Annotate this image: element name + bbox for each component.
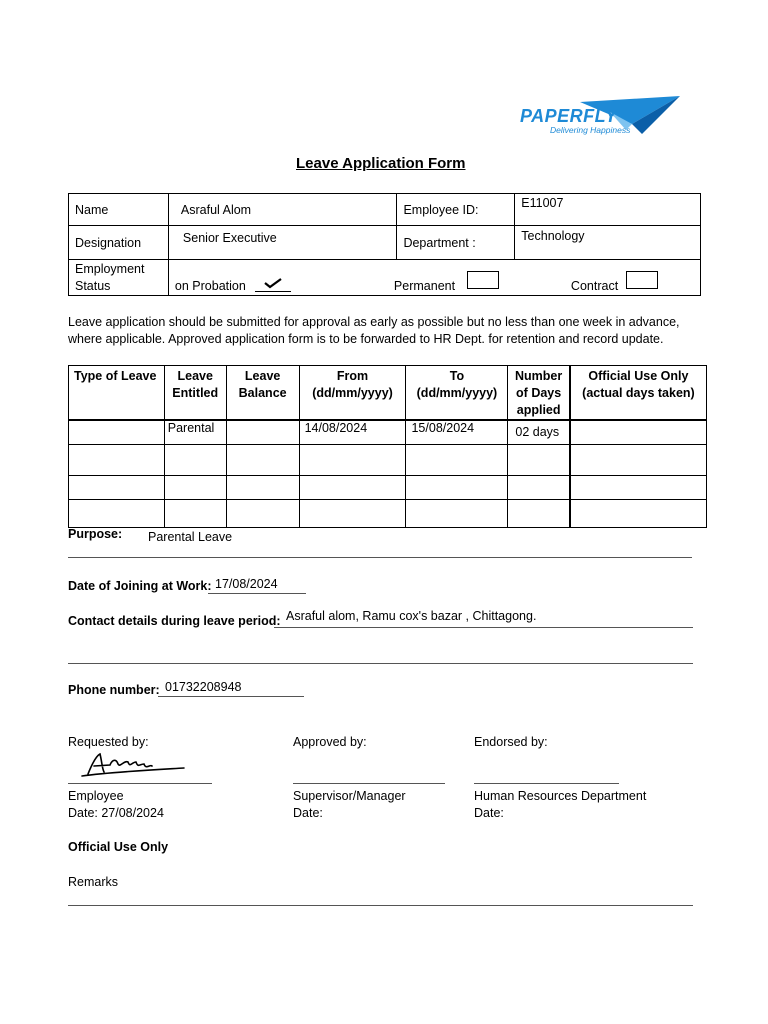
employee-id-label: Employee ID:: [397, 194, 515, 226]
logo-tagline: Delivering Happiness: [550, 125, 631, 135]
table-cell[interactable]: [508, 499, 570, 527]
table-cell[interactable]: [406, 475, 508, 499]
table-cell[interactable]: [299, 475, 406, 499]
table-row: [69, 444, 707, 475]
supervisor-block: [293, 788, 406, 822]
employment-status-options: [168, 260, 700, 296]
employee-label: Employee: [68, 789, 124, 803]
name-value[interactable]: Asraful Alom: [168, 194, 397, 226]
phone-value[interactable]: 01732208948: [165, 680, 242, 694]
table-cell[interactable]: [570, 475, 707, 499]
purpose-value[interactable]: Parental Leave: [148, 530, 233, 544]
instructions-line-1: Leave application should be submitted for approval as early as possible but no less than one week in advance,: [68, 315, 680, 329]
employee-date[interactable]: Date: 27/08/2024: [68, 806, 164, 820]
instructions: [68, 314, 680, 348]
employee-id-value[interactable]: E11007: [515, 194, 701, 226]
table-cell[interactable]: [226, 499, 299, 527]
contact-value[interactable]: Asraful alom, Ramu cox's bazar , Chittagong.: [286, 609, 537, 623]
designation-value[interactable]: Senior Executive: [168, 226, 397, 260]
designation-label: Designation: [69, 226, 169, 260]
table-cell[interactable]: [69, 499, 165, 527]
table-cell[interactable]: [570, 499, 707, 527]
table-cell[interactable]: [570, 444, 707, 475]
table-cell[interactable]: [164, 499, 226, 527]
table-cell[interactable]: [226, 475, 299, 499]
leave-table: [68, 365, 707, 528]
joining-line: [208, 593, 306, 594]
table-cell[interactable]: [508, 475, 570, 499]
table-cell[interactable]: 14/08/2024: [299, 420, 406, 444]
remarks-line[interactable]: [68, 905, 693, 906]
table-cell[interactable]: [226, 444, 299, 475]
supervisor-signature-line: [293, 783, 445, 784]
permanent-label: Permanent: [393, 279, 456, 293]
table-cell[interactable]: [69, 444, 165, 475]
table-cell[interactable]: [406, 444, 508, 475]
probation-checkbox[interactable]: [255, 275, 291, 292]
department-value[interactable]: Technology: [515, 226, 701, 260]
hr-block: [474, 788, 646, 822]
employee-signature-line: [68, 783, 212, 784]
checkmark-icon: [255, 275, 291, 291]
table-row: [69, 420, 707, 444]
table-cell[interactable]: 02 days: [508, 420, 570, 444]
contact-line-2: [68, 663, 693, 664]
header-leave-balance: Leave Balance: [226, 366, 299, 421]
department-label: Department :: [397, 226, 515, 260]
table-cell[interactable]: [299, 444, 406, 475]
table-cell[interactable]: Parental: [164, 420, 226, 444]
requested-by-label: Requested by:: [68, 735, 149, 749]
header-number-of-days: Number of Days applied: [508, 366, 570, 421]
table-row: [69, 499, 707, 527]
leave-table-header: [69, 366, 707, 421]
header-type-of-leave: Type of Leave: [69, 366, 165, 421]
page-title: Leave Application Form: [296, 155, 466, 172]
table-cell[interactable]: [508, 444, 570, 475]
table-cell[interactable]: [570, 420, 707, 444]
joining-value[interactable]: 17/08/2024: [215, 577, 278, 591]
purpose-label: Purpose:: [68, 527, 123, 541]
purpose-line: [68, 557, 692, 558]
supervisor-label: Supervisor/Manager: [293, 789, 406, 803]
logo-brand: PAPERFLY: [520, 106, 618, 126]
probation-label: on Probation: [174, 279, 246, 293]
hr-label: Human Resources Department: [474, 789, 647, 803]
header-to: To (dd/mm/yyyy): [406, 366, 508, 421]
phone-line: [158, 696, 304, 697]
table-cell[interactable]: [69, 420, 165, 444]
header-leave-entitled: Leave Entitled: [164, 366, 226, 421]
employee-info-table: [68, 193, 701, 296]
official-use-label: Official Use Only: [68, 840, 169, 854]
header-from: From (dd/mm/yyyy): [299, 366, 406, 421]
table-cell[interactable]: [164, 475, 226, 499]
name-label: Name: [69, 194, 169, 226]
header-official-use: Official Use Only (actual days taken): [570, 366, 707, 421]
remarks-label: Remarks: [68, 875, 119, 889]
table-cell[interactable]: [69, 475, 165, 499]
endorsed-by-label: Endorsed by:: [474, 735, 548, 749]
table-cell[interactable]: [226, 420, 299, 444]
employee-block: [68, 788, 164, 822]
hr-signature-line: [474, 783, 619, 784]
supervisor-date[interactable]: Date:: [293, 806, 323, 820]
table-row: [69, 475, 707, 499]
contact-line: [274, 627, 693, 628]
contract-checkbox[interactable]: [626, 271, 658, 289]
joining-label: Date of Joining at Work:: [68, 579, 212, 593]
employee-signature: [80, 750, 190, 780]
contract-label: Contract: [570, 279, 619, 293]
permanent-checkbox[interactable]: [467, 271, 499, 289]
table-cell[interactable]: 15/08/2024: [406, 420, 508, 444]
instructions-line-2: where applicable. Approved application form is to be forwarded to HR Dept. for retention and record update.: [68, 332, 664, 346]
approved-by-label: Approved by:: [293, 735, 367, 749]
hr-date[interactable]: Date:: [474, 806, 504, 820]
employment-status-label: Employment Status: [69, 260, 169, 296]
table-cell[interactable]: [299, 499, 406, 527]
table-cell[interactable]: [406, 499, 508, 527]
phone-label: Phone number:: [68, 683, 160, 697]
table-cell[interactable]: [164, 444, 226, 475]
contact-label: Contact details during leave period:: [68, 614, 281, 628]
